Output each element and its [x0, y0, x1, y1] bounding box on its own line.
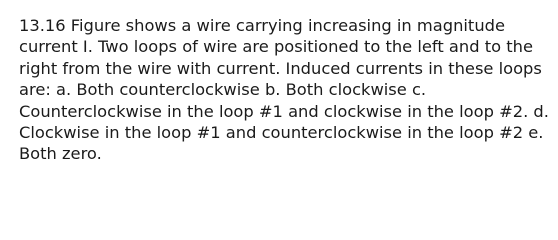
question-block [19, 15, 549, 165]
question-line: 13.16 Figure shows a wire carrying increasing in magnitude [19, 16, 505, 35]
question-line: current I. Two loops of wire are positioned to the left and to the [19, 37, 533, 57]
question-text [19, 15, 549, 165]
question-line: right from the wire with current. Induced currents in these loops [19, 58, 542, 78]
question-line: are: a. Both counterclockwise b. Both clockwise c. [19, 80, 427, 100]
question-line: Both zero. [19, 144, 102, 164]
question-line: Counterclockwise in the loop #1 and clockwise in the loop #2. d. [19, 101, 549, 121]
question-line: Clockwise in the loop #1 and counterclockwise in the loop #2 e. [19, 123, 544, 143]
